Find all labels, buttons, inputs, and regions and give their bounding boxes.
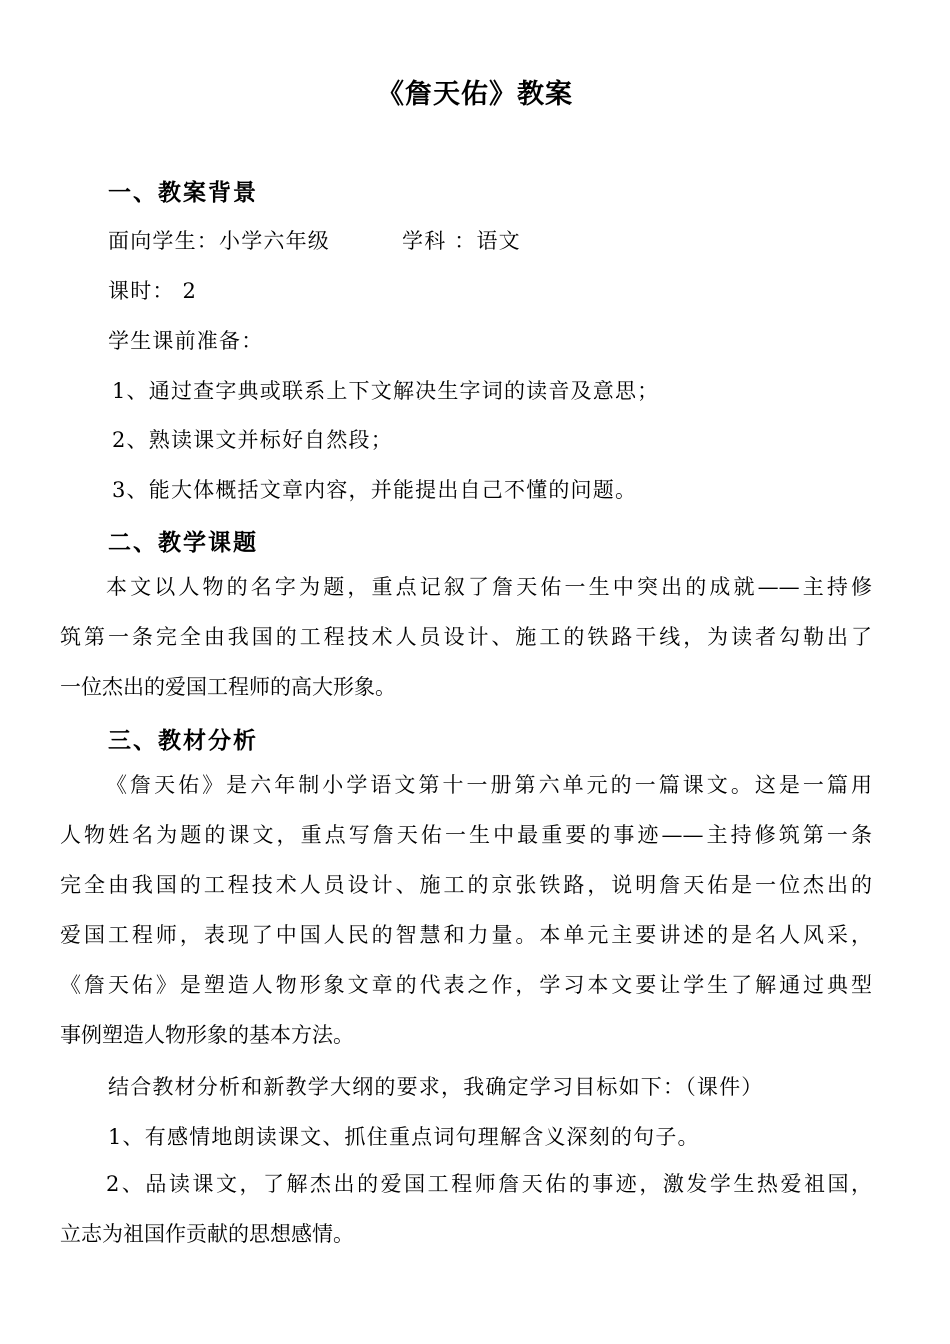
class-hours: 课时： 2: [108, 279, 198, 303]
analysis-line-5: 《詹天佑》是塑造人物形象文章的代表之作，学习本文要让学生了解通过典型: [60, 973, 872, 997]
topic-line-3: 一位杰出的爱国工程师的高大形象。: [60, 675, 396, 699]
prep-title: 学生课前准备：: [108, 329, 264, 353]
prep-item-2: 2、熟读课文并标好自然段；: [112, 428, 393, 452]
section-heading-analysis: 三、教材分析: [108, 728, 258, 754]
goals-intro: 结合教材分析和新教学大纲的要求，我确定学习目标如下：（课件）: [108, 1075, 764, 1099]
analysis-line-6: 事例塑造人物形象的基本方法。: [60, 1023, 354, 1047]
document-title: 《詹天佑》教案: [377, 79, 573, 110]
prep-item-3: 3、能大体概括文章内容，并能提出自己不懂的问题。: [112, 478, 638, 502]
section-heading-topic: 二、教学课题: [108, 530, 258, 556]
analysis-line-4: 爱国工程师，表现了中国人民的智慧和力量。本单元主要讲述的是名人风采，: [60, 923, 872, 947]
target-students: [108, 225, 521, 255]
analysis-line-3: 完全由我国的工程技术人员设计、施工的京张铁路，说明詹天佑是一位杰出的: [60, 873, 872, 897]
analysis-line-2: 人物姓名为题的课文，重点写詹天佑一生中最重要的事迹——主持修筑第一条: [60, 823, 872, 847]
students-text: 面向学生：小学六年级: [108, 229, 330, 253]
goal-item-1: 1、有感情地朗读课文、抓住重点词句理解含义深刻的句子。: [108, 1125, 700, 1149]
prep-item-1: 1、通过查字典或联系上下文解决生字词的读音及意思；: [112, 379, 660, 403]
topic-line-1: 本文以人物的名字为题，重点记叙了詹天佑一生中突出的成就——主持修: [106, 575, 872, 599]
topic-line-2: 筑第一条完全由我国的工程技术人员设计、施工的铁路干线，为读者勾勒出了: [60, 625, 872, 649]
analysis-line-1: 《詹天佑》是六年制小学语文第十一册第六单元的一篇课文。这是一篇用: [106, 773, 872, 797]
goal-item-2-line-2: 立志为祖国作贡献的思想感情。: [60, 1222, 354, 1246]
subject-text: 学科 ：语文: [402, 229, 521, 253]
goal-item-2-line-1: 2、品读课文，了解杰出的爱国工程师詹天佑的事迹，激发学生热爱祖国，: [106, 1172, 872, 1196]
section-heading-background: 一、教案背景: [108, 180, 258, 206]
